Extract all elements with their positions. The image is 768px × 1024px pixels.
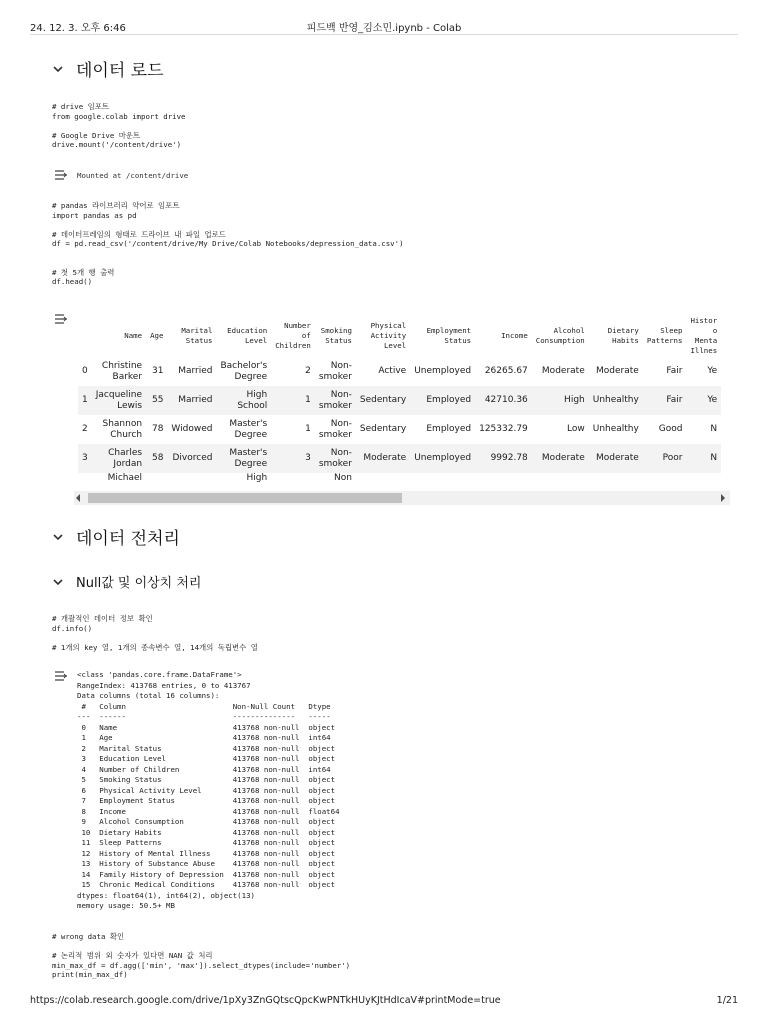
column-header: Name [124,331,143,340]
table-cell: 1 [305,424,311,434]
table-cell: Sedentary [359,424,407,434]
table-cell: Moderate [532,444,589,473]
table-cell: 31 [151,366,164,376]
table-cell [146,473,167,485]
dataframe-output [78,315,730,491]
column-header: Education Level [227,326,268,345]
table-cell: N [710,424,718,434]
dataframe-table [78,315,721,485]
table-row [78,386,721,415]
table-cell: Ye [707,366,718,376]
table-cell: Moderate [596,366,639,376]
output-toggle-icon[interactable] [54,314,68,324]
table-cell: N [686,444,721,473]
section-header-load[interactable] [50,56,164,81]
table-cell: 9992.78 [475,444,532,473]
table-cell: Shannon Church [102,418,143,440]
table-row [78,444,721,473]
subsection-title: Null값 및 이상치 처리 [76,576,202,591]
column-header: Number of Children [275,321,311,350]
table-cell [589,473,643,485]
table-cell: 1 [271,386,315,415]
row-index: 3 [78,444,92,473]
output-info: <class 'pandas.core.frame.DataFrame'> RangeIndex: 413768 entries, 0 to 413767 Data columns (total 16 columns): # Column Non-Null Count Dtype --- ------ -------------- ----- 0 Name 413768 non-null object 1 Age 413768 non-null int64 2 Marital Status 413768 non-null object 3 Education Level 413768 non-null object 4 Number of Children 413768 non-null int64 5 Smoking Status 413768 non-null object 6 Physical Activity Level 413768 non-null object 7 Employment Status 413768 non-null object 8 Income 413768 non-null float64 9 Alcohol Consumption 413768 non-null object 10 Dietary Habits 413768 non-null object 11 Sleep Patterns 413768 non-null object 12 History of Mental Illness 413768 non-null object 13 History of Substance Abuse 413768 non-null object 14 Family History of Depression 413768 non-null object 15 Chronic Medical Conditions 413768 non-null object dtypes: float64(1), int64(2), object(13) memory usage: 50.5+ MB [77,670,340,910]
code-cell-minmax[interactable]: # wrong data 확인 # 논리적 범위 외 숫자가 있다면 NAN 값 처리 min_max_df = df.agg(['min', 'max']).select_dtypes(include='number') print(min_max_df) [52,932,351,979]
table-cell [356,473,410,485]
column-header: Physical Activity Level [370,321,407,350]
table-header-row [78,315,721,357]
table-cell: 55 [146,386,167,415]
table-cell [643,473,687,485]
table-cell: High [532,386,589,415]
table-cell: Moderate [356,444,410,473]
scroll-left-icon[interactable] [76,494,80,502]
subsection-header-null[interactable] [50,572,202,591]
table-cell: 26265.67 [484,366,528,376]
table-cell: 42710.36 [475,386,532,415]
table-cell: Bachelor's Degree [220,360,268,382]
output-toggle-icon[interactable] [54,671,68,681]
table-cell: Non- smoker [318,360,352,382]
table-cell [271,473,315,485]
table-row [78,357,721,386]
print-title: 피드백 반영_김소민.ipynb - Colab [306,23,462,34]
table-cell: Non- smoker [318,418,352,440]
code-cell-drive[interactable]: # drive 임포트 from google.colab import drive # Google Drive 마운트 drive.mount('/content/drive') [52,102,186,149]
index-header [78,315,92,357]
print-footer-url: https://colab.research.google.com/drive/1pXy3ZnGQtscQpcKwPNTkHUyKJtHdIcaV#printMode=true [30,995,501,1006]
output-toggle-icon[interactable] [54,170,68,180]
column-header: Sleep Patterns [646,326,683,345]
print-datetime: 24. 12. 3. 오후 6:46 [30,23,126,34]
table-cell: Unemployed [410,444,475,473]
table-cell: 78 [151,424,164,434]
table-cell: Sedentary [356,386,410,415]
table-cell: Employed [426,424,472,434]
table-cell: Divorced [167,444,216,473]
table-row [78,415,721,444]
table-cell [532,473,589,485]
table-cell: Unemployed [414,366,472,376]
table-cell: Non- smoker [315,386,356,415]
chevron-down-icon[interactable] [50,529,66,545]
section-header-preprocessing[interactable] [50,524,180,549]
row-index: 2 [82,424,88,434]
chevron-down-icon[interactable] [50,574,66,590]
table-cell: Christine Barker [101,360,143,382]
table-cell: Michael [107,473,143,483]
table-cell: Charles Jordan [92,444,146,473]
column-header: Age [150,331,164,340]
column-header: Alcohol Consumption [535,326,585,345]
table-cell [475,473,532,485]
table-cell: Good [658,424,683,434]
table-cell: Unhealthy [592,424,639,434]
table-cell: Jacqueline Lewis [92,386,146,415]
table-cell [167,473,216,485]
table-cell: Poor [643,444,687,473]
code-cell-read-csv[interactable]: # pandas 라이브러리 약어로 임포트 import pandas as pd # 데이터프레임의 형태로 드라이브 내 파일 업로드 df = pd.read_csv('/content/drive/My Drive/Colab Notebooks/depression_data.csv') # 첫 5개 행 출력 df.head() [52,201,404,286]
table-cell: Married [178,366,213,376]
table-cell: Married [167,386,216,415]
column-header: Histor o Menta Illnes [690,316,718,355]
table-cell: 58 [146,444,167,473]
horizontal-scrollbar[interactable] [74,491,730,505]
table-cell [686,473,721,485]
table-cell: Unhealthy [589,386,643,415]
table-cell: Active [378,366,407,376]
code-cell-info[interactable]: # 개괄적인 데이터 정보 확인 df.info() # 1개의 key 열, 1개의 종속변수 열, 14개의 독립변수 열 [52,614,258,652]
section-title: 데이터 전처리 [76,529,180,549]
table-cell: 2 [305,366,311,376]
column-header: Marital Status [181,326,213,345]
table-cell: High [246,473,268,483]
output-mount: Mounted at /content/drive [77,171,189,180]
table-cell [410,473,475,485]
table-cell: Employed [410,386,475,415]
table-row [78,473,721,485]
row-index [78,473,92,485]
table-cell: Master's Degree [216,444,271,473]
row-index: 0 [82,366,88,376]
table-cell: High School [216,386,271,415]
table-cell: Non [333,473,352,483]
column-header: Smoking Status [320,326,352,345]
print-page-number: 1/21 [716,995,738,1006]
table-cell: Master's Degree [229,418,268,440]
table-cell: 125332.79 [479,424,528,434]
column-header: Income [501,331,528,340]
table-cell: Fair [666,366,683,376]
table-cell: Non- smoker [315,444,356,473]
table-cell: Moderate [541,366,585,376]
column-header: Employment Status [426,326,472,345]
row-index: 1 [78,386,92,415]
table-cell: Low [567,424,585,434]
scroll-right-icon[interactable] [721,494,725,502]
table-cell: Ye [686,386,721,415]
chevron-down-icon[interactable] [50,61,66,77]
table-cell: 3 [271,444,315,473]
table-cell: Moderate [589,444,643,473]
column-header: Dietary Habits [607,326,639,345]
table-cell: Fair [643,386,687,415]
scroll-thumb[interactable] [88,493,402,503]
table-cell: Widowed [171,424,213,434]
section-title: 데이터 로드 [76,61,164,81]
header-divider [30,34,738,35]
